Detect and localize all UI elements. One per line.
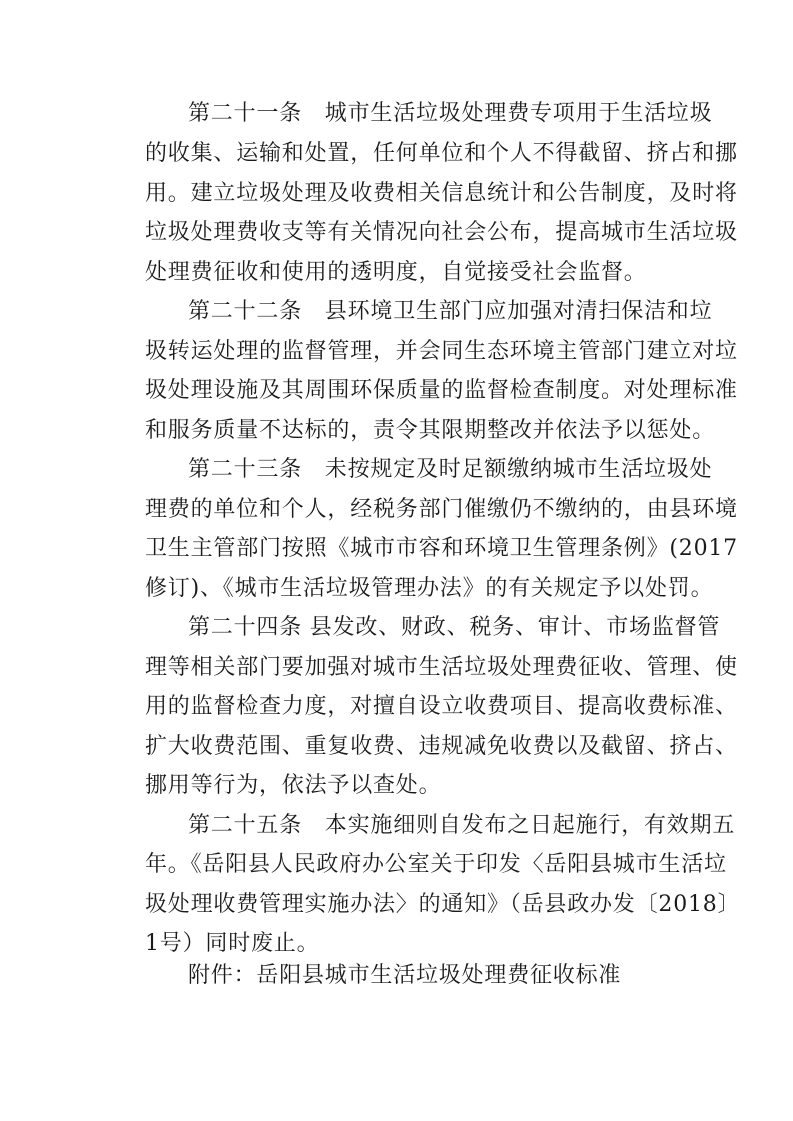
- article-24-line-5: 挪用等行为，依法予以查处。: [145, 773, 442, 798]
- article-24-line-4: 扩大收费范围、重复收费、违规减免收费以及截留、挤占、: [145, 734, 738, 759]
- article-25-line-1: 第二十五条 本实施细则自发布之日起施行，有效期五: [188, 813, 736, 838]
- article-22-line-2: 圾转运处理的监督管理，并会同生态环境主管部门建立对垃: [145, 339, 738, 364]
- article-24-line-3: 用的监督检查力度，对擅自设立收费项目、提高收费标准、: [145, 694, 738, 719]
- article-24-line-1: 第二十四条 县发改、财政、税务、审计、市场监督管: [188, 615, 721, 640]
- attachment-note: 附件：岳阳县城市生活垃圾处理费征收标准: [188, 963, 622, 988]
- article-22-line-3: 圾处理设施及其周围环保质量的监督检查制度。对处理标准: [145, 378, 738, 403]
- article-22-line-4: 和服务质量不达标的，责令其限期整改并依法予以惩处。: [145, 418, 716, 443]
- article-21-line-1: 第二十一条 城市生活垃圾处理费专项用于生活垃圾: [188, 101, 713, 126]
- article-25-line-3: 圾处理收费管理实施办法〉的通知》（岳县政办发〔2018〕: [145, 892, 741, 917]
- article-21-line-4: 垃圾处理费收支等有关情况向社会公布，提高城市生活垃圾: [145, 220, 738, 245]
- article-21-line-3: 用。建立垃圾处理及收费相关信息统计和公告制度，及时将: [145, 181, 738, 206]
- article-23-line-1: 第二十三条 未按规定及时足额缴纳城市生活垃圾处: [188, 457, 713, 482]
- article-23-line-3: 卫生主管部门按照《城市市容和环境卫生管理条例》(2017: [145, 536, 738, 561]
- article-21-line-5: 处理费征收和使用的透明度，自觉接受社会监督。: [145, 260, 647, 285]
- article-24-line-2: 理等相关部门要加强对城市生活垃圾处理费征收、管理、使: [145, 655, 738, 680]
- article-21-line-2: 的收集、运输和处置，任何单位和个人不得截留、挤占和挪: [145, 141, 738, 166]
- article-23-line-2: 理费的单位和个人，经税务部门催缴仍不缴纳的，由县环境: [145, 497, 738, 522]
- article-22-line-1: 第二十二条 县环境卫生部门应加强对清扫保洁和垃: [188, 299, 713, 324]
- article-23-line-4: 修订)、《城市生活垃圾管理办法》的有关规定予以处罚。: [145, 576, 714, 601]
- article-25-line-4: 1号）同时废止。: [145, 931, 320, 956]
- article-25-line-2: 年。《岳阳县人民政府办公室关于印发〈岳阳县城市生活垃: [145, 852, 727, 877]
